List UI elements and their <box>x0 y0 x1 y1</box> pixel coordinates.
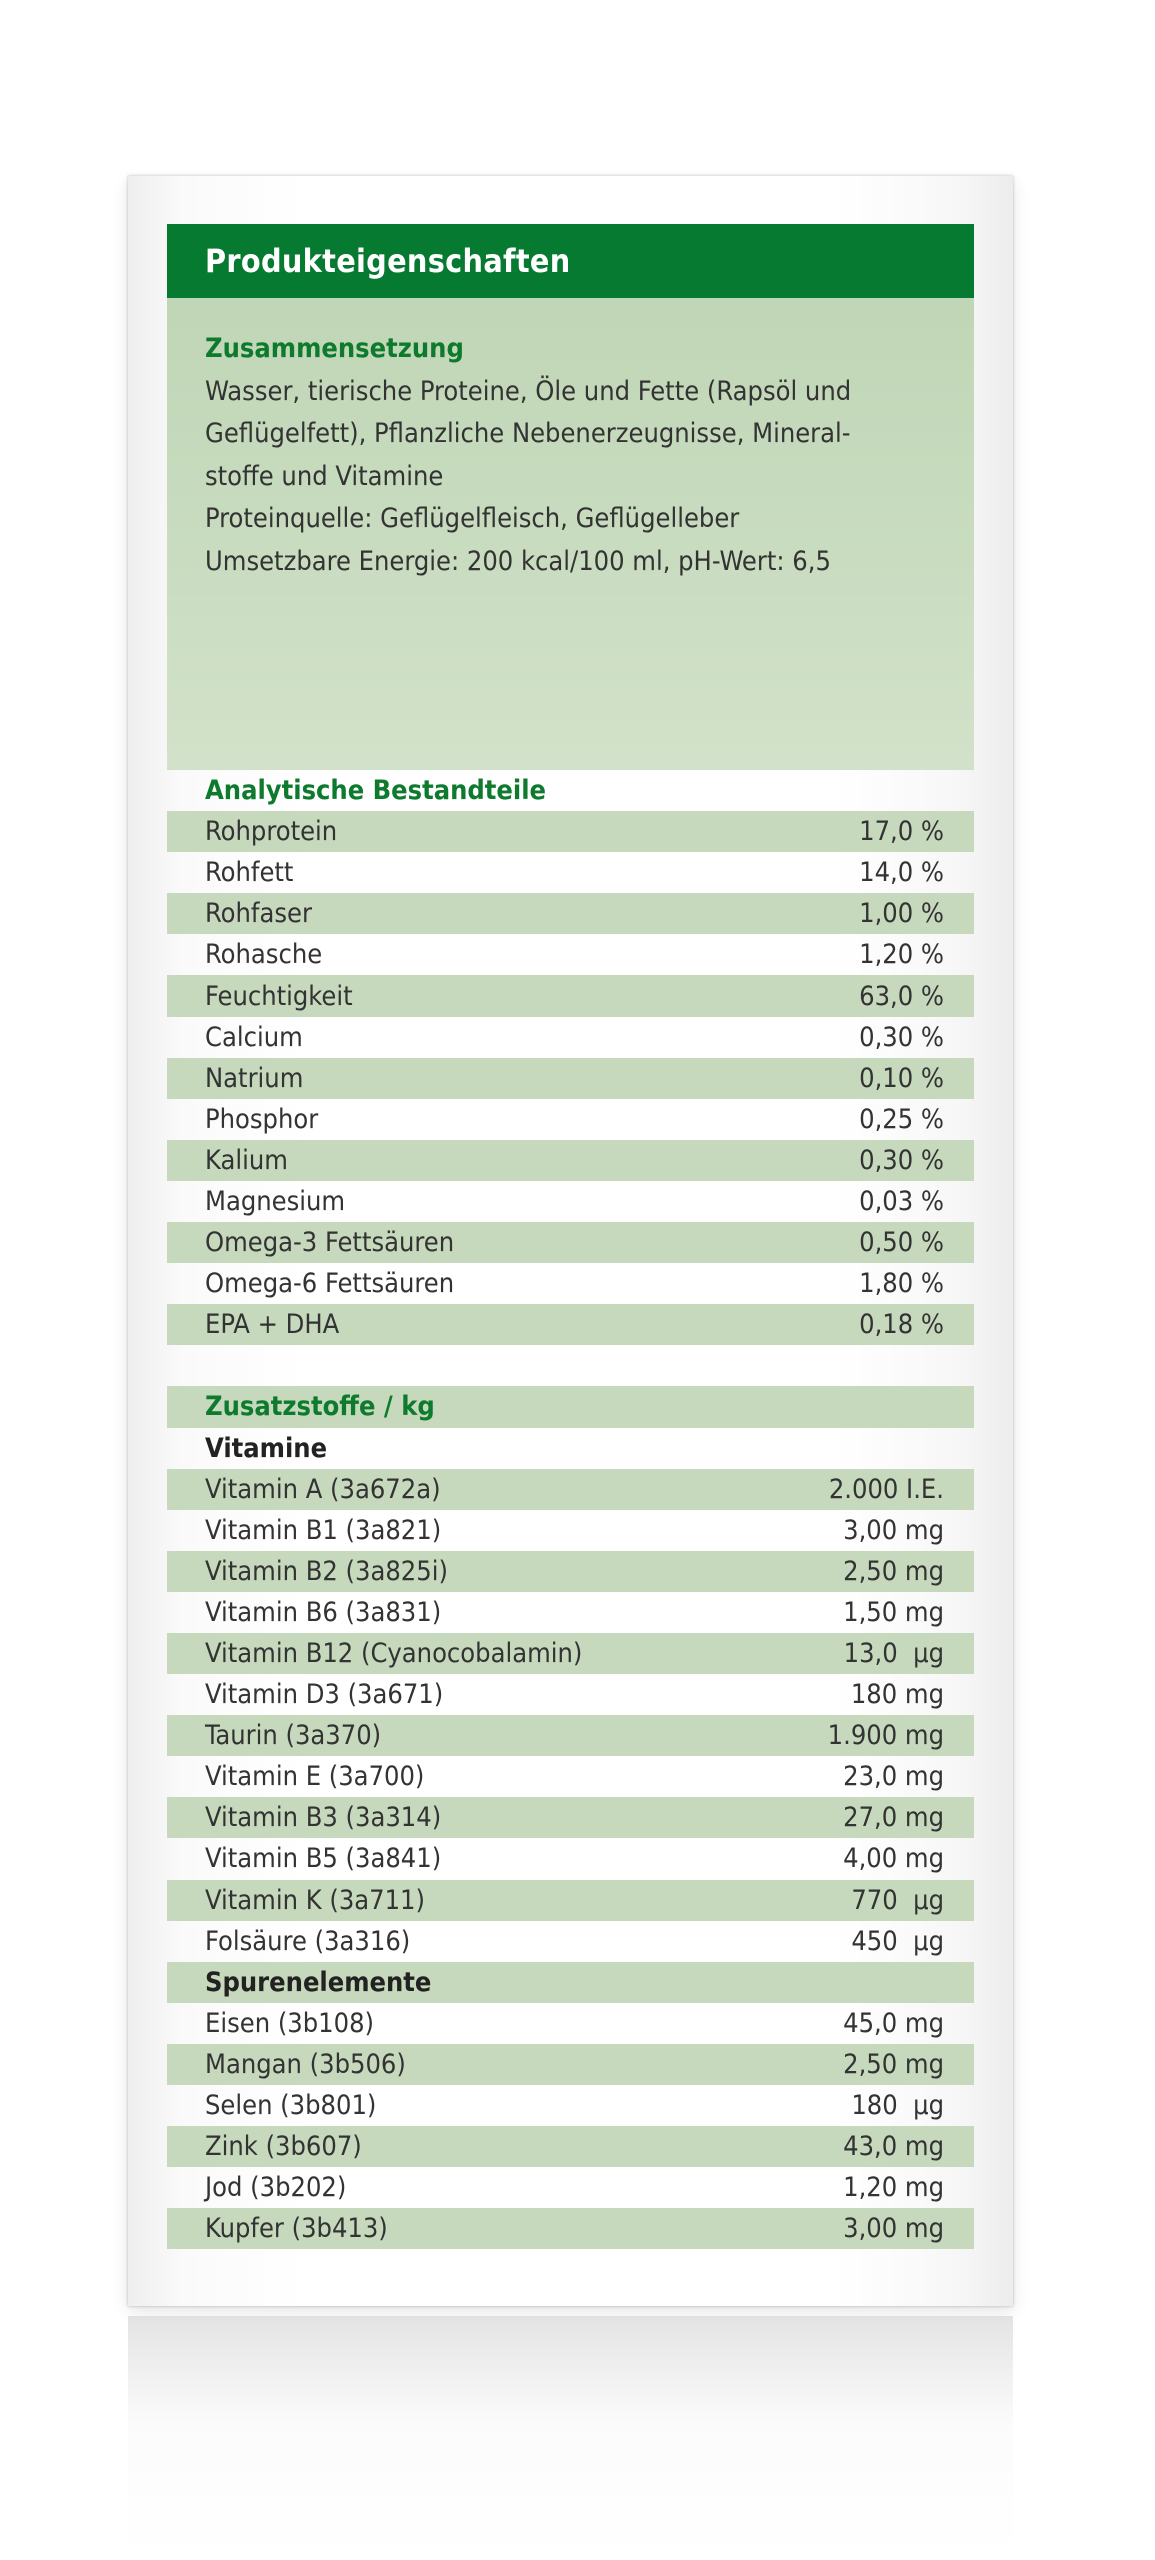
trace-elements-heading <box>167 1962 974 2003</box>
analytical-table <box>167 770 974 2249</box>
row-value: 17,0 % <box>859 816 944 848</box>
row-label: Vitamin B2 (3a825i) <box>205 1555 448 1587</box>
row-value: 27,0 mg <box>843 1802 944 1834</box>
row-label: Selen (3b801) <box>205 2090 377 2122</box>
row-label: Mangan (3b506) <box>205 2048 406 2080</box>
row-value: 1,50 mg <box>843 1596 944 1628</box>
row-value: 23,0 mg <box>843 1761 944 1793</box>
row-value: 0,18 % <box>859 1309 944 1341</box>
row-value: 2,50 mg <box>843 1555 944 1587</box>
row-value: 45,0 mg <box>843 2007 944 2039</box>
row-label: Omega-6 Fettsäuren <box>205 1268 455 1300</box>
row-value: 180 mg <box>850 1679 944 1711</box>
table-row <box>167 893 974 934</box>
composition-line: Umsetzbare Energie: 200 kcal/100 ml, pH-Wert: 6,5 <box>205 545 831 577</box>
composition-line: Proteinquelle: Geflügelfleisch, Geflügelleber <box>205 503 740 534</box>
table-row <box>167 1756 974 1797</box>
row-label: Folsäure (3a316) <box>205 1925 411 1957</box>
row-label: Vitamin D3 (3a671) <box>205 1679 444 1711</box>
table-row <box>167 1674 974 1715</box>
table-row <box>167 1222 974 1263</box>
row-label: Rohfaser <box>205 898 312 930</box>
vitamins-heading <box>167 1428 974 1469</box>
row-label: Kupfer (3b413) <box>205 2213 388 2245</box>
row-label: Rohasche <box>205 939 323 971</box>
row-label: Calcium <box>205 1021 303 1053</box>
table-row <box>167 1510 974 1551</box>
row-label: Vitamin K (3a711) <box>205 1884 425 1916</box>
vitamins-heading-label: Vitamine <box>205 1432 328 1464</box>
row-label: Omega-3 Fettsäuren <box>205 1227 455 1259</box>
row-value: 2,50 mg <box>843 2048 944 2080</box>
row-label: Taurin (3a370) <box>205 1720 382 1752</box>
row-value: 13,0 µg <box>843 1638 944 1670</box>
composition-section <box>167 298 974 770</box>
row-label: Vitamin B3 (3a314) <box>205 1802 442 1834</box>
table-row <box>167 2003 974 2044</box>
table-row <box>167 1140 974 1181</box>
analytical-heading <box>167 770 974 811</box>
table-row <box>167 811 974 852</box>
panel-title: Produkteigenschaften <box>167 224 974 298</box>
table-row <box>167 1181 974 1222</box>
table-row <box>167 2085 974 2126</box>
row-label: Kalium <box>205 1144 288 1176</box>
row-value: 2.000 I.E. <box>828 1473 944 1505</box>
row-value: 0,03 % <box>859 1185 944 1217</box>
row-label: Eisen (3b108) <box>205 2007 375 2039</box>
table-row <box>167 1099 974 1140</box>
carton-reflection <box>128 2316 1013 2556</box>
composition-line: stoffe und Vitamine <box>205 460 444 492</box>
row-value: 43,0 mg <box>843 2131 944 2163</box>
row-value: 63,0 % <box>859 980 944 1012</box>
table-row <box>167 2208 974 2249</box>
row-value: 1,00 % <box>859 898 944 930</box>
table-row <box>167 1880 974 1921</box>
row-value: 4,00 mg <box>843 1843 944 1875</box>
table-row <box>167 1058 974 1099</box>
table-row <box>167 1592 974 1633</box>
table-row <box>167 975 974 1016</box>
row-value: 0,25 % <box>859 1103 944 1135</box>
row-label: Vitamin B5 (3a841) <box>205 1843 442 1875</box>
row-value: 0,10 % <box>859 1062 944 1094</box>
row-label: Rohfett <box>205 857 294 889</box>
row-label: Rohprotein <box>205 816 338 848</box>
row-value: 3,00 mg <box>843 1514 944 1546</box>
table-row <box>167 2044 974 2085</box>
table-row <box>167 1017 974 1058</box>
row-value: 1,20 % <box>859 939 944 971</box>
row-label: Vitamin B12 (Cyanocobalamin) <box>205 1638 583 1670</box>
row-label: Phosphor <box>205 1103 319 1135</box>
additives-heading <box>167 1386 974 1427</box>
table-row <box>167 934 974 975</box>
row-value: 1,20 mg <box>843 2172 944 2204</box>
composition-line: Wasser, tierische Proteine, Öle und Fette (Rapsöl und <box>205 375 852 407</box>
row-label: Vitamin B1 (3a821) <box>205 1514 442 1546</box>
table-row <box>167 1715 974 1756</box>
analytical-heading-label: Analytische Bestandteile <box>205 775 547 807</box>
table-row <box>167 2126 974 2167</box>
additives-heading-label: Zusatzstoffe / kg <box>205 1391 435 1423</box>
table-row <box>167 2167 974 2208</box>
row-value: 180 µg <box>851 2090 944 2122</box>
row-label: Magnesium <box>205 1185 346 1217</box>
row-label: Vitamin B6 (3a831) <box>205 1596 442 1628</box>
row-label: Vitamin A (3a672a) <box>205 1473 441 1505</box>
row-value: 1,80 % <box>859 1268 944 1300</box>
row-value: 450 µg <box>851 1925 944 1957</box>
table-row <box>167 1921 974 1962</box>
composition-heading: Zusammensetzung <box>205 333 464 364</box>
table-row <box>167 1797 974 1838</box>
table-row <box>167 1263 974 1304</box>
row-value: 0,50 % <box>859 1227 944 1259</box>
table-row <box>167 852 974 893</box>
section-spacer <box>167 1345 974 1386</box>
row-value: 3,00 mg <box>843 2213 944 2245</box>
table-row <box>167 1304 974 1345</box>
row-value: 0,30 % <box>859 1021 944 1053</box>
row-label: Feuchtigkeit <box>205 980 353 1012</box>
row-label: Natrium <box>205 1062 304 1094</box>
table-row <box>167 1838 974 1879</box>
table-row <box>167 1469 974 1510</box>
row-label: Vitamin E (3a700) <box>205 1761 425 1793</box>
product-properties-panel <box>167 224 974 2249</box>
table-row <box>167 1551 974 1592</box>
composition-line: Geflügelfett), Pflanzliche Nebenerzeugnisse, Mineral- <box>205 418 851 449</box>
row-value: 0,30 % <box>859 1144 944 1176</box>
row-value: 1.900 mg <box>827 1720 944 1752</box>
row-label: Zink (3b607) <box>205 2131 362 2163</box>
table-row <box>167 1633 974 1674</box>
trace-elements-heading-label: Spurenelemente <box>205 1966 432 1998</box>
row-value: 770 µg <box>851 1884 944 1916</box>
row-label: Jod (3b202) <box>205 2172 347 2204</box>
row-label: EPA + DHA <box>205 1309 340 1341</box>
row-value: 14,0 % <box>859 857 944 889</box>
